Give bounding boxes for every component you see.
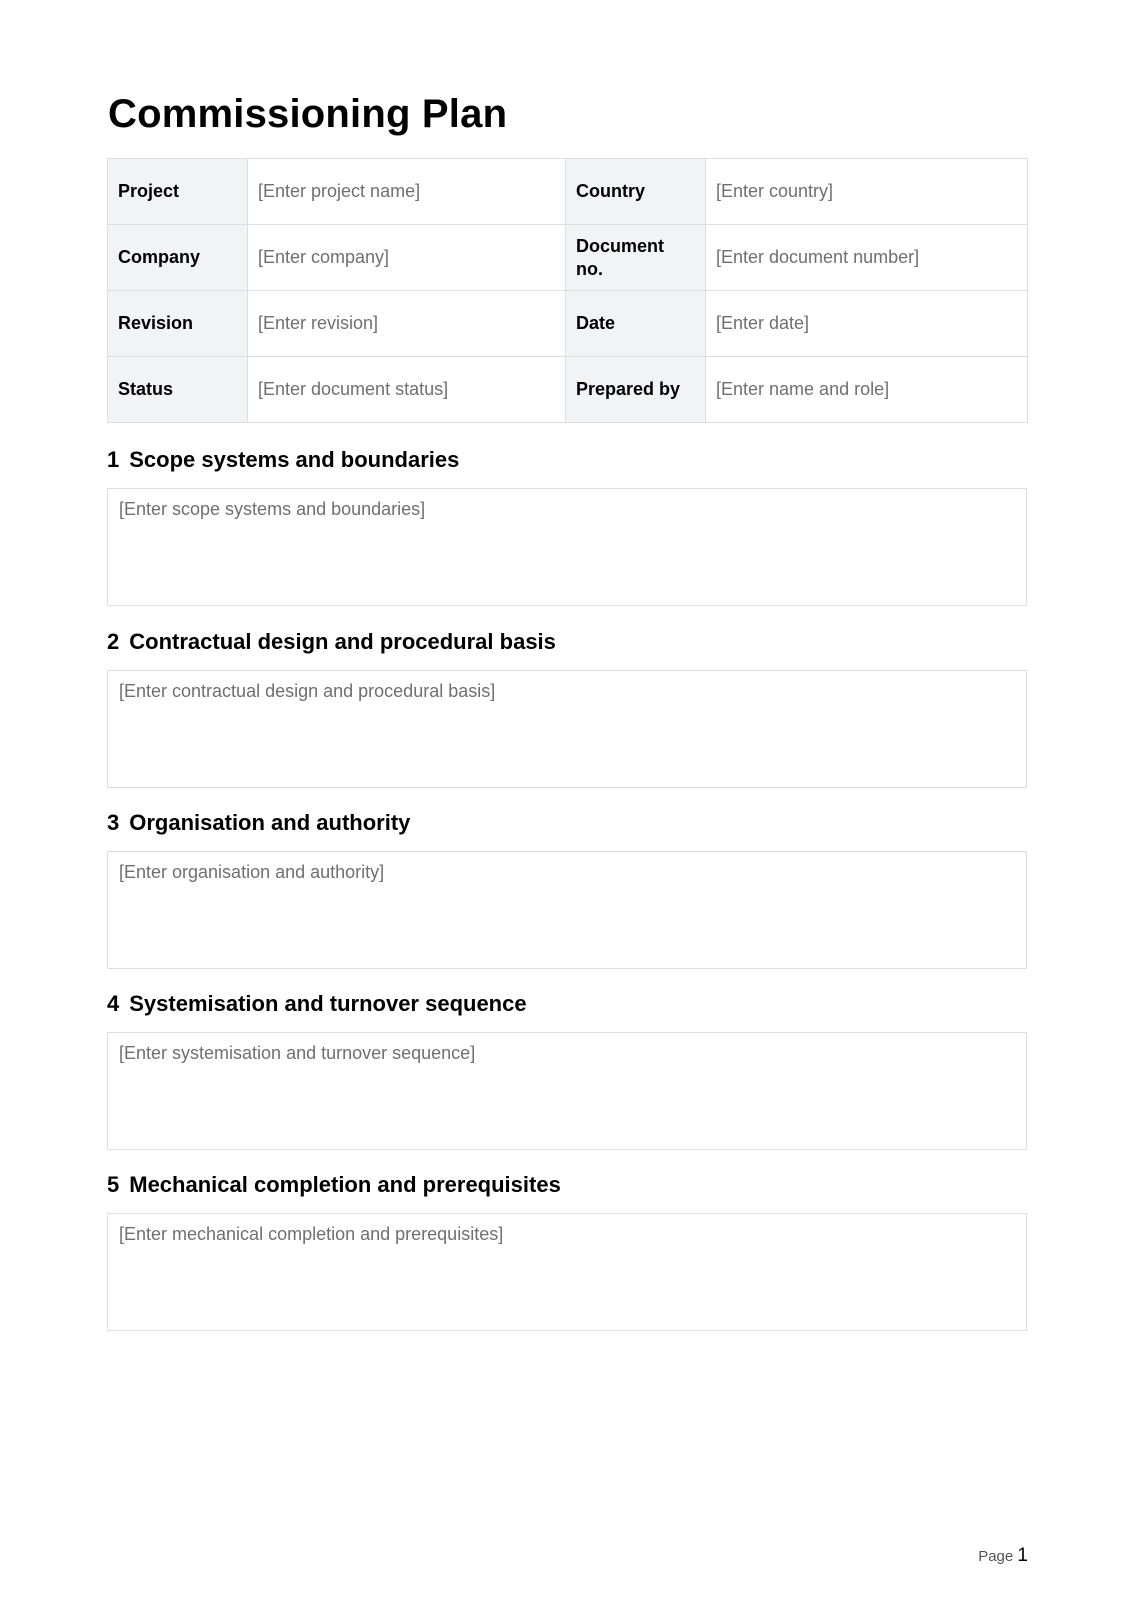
project-label: Project	[108, 159, 248, 225]
section-heading	[107, 990, 1027, 1018]
status-label: Status	[108, 357, 248, 423]
section-title: Contractual design and procedural basis	[129, 629, 556, 654]
section-heading	[107, 1171, 1027, 1199]
systemisation-text-box[interactable]: [Enter systemisation and turnover sequence]	[107, 1032, 1027, 1150]
section-systemisation	[107, 990, 1027, 1150]
country-label: Country	[566, 159, 706, 225]
section-number: 3	[107, 810, 120, 835]
section-title: Systemisation and turnover sequence	[129, 991, 527, 1016]
page-number: 1	[1017, 1545, 1028, 1566]
section-mechanical-completion	[107, 1171, 1027, 1331]
contractual-basis-text-box[interactable]: [Enter contractual design and procedural basis]	[107, 670, 1027, 788]
prepared-by-label: Prepared by	[566, 357, 706, 423]
country-field[interactable]: [Enter country]	[706, 159, 1028, 225]
status-field[interactable]: [Enter document status]	[248, 357, 566, 423]
section-title: Mechanical completion and prerequisites	[129, 1172, 561, 1197]
revision-label: Revision	[108, 291, 248, 357]
mechanical-completion-text-box[interactable]: [Enter mechanical completion and prerequisites]	[107, 1213, 1027, 1331]
document-number-label: Document no.	[566, 225, 706, 291]
section-organisation	[107, 809, 1027, 969]
page-label: Page	[978, 1548, 1014, 1565]
document-number-field[interactable]: [Enter document number]	[706, 225, 1028, 291]
page-footer	[978, 1545, 1028, 1567]
info-row-company	[108, 225, 1028, 291]
date-label: Date	[566, 291, 706, 357]
project-field[interactable]: [Enter project name]	[248, 159, 566, 225]
prepared-by-field[interactable]: [Enter name and role]	[706, 357, 1028, 423]
section-heading	[107, 628, 1027, 656]
info-row-project	[108, 159, 1028, 225]
revision-field[interactable]: [Enter revision]	[248, 291, 566, 357]
organisation-text-box[interactable]: [Enter organisation and authority]	[107, 851, 1027, 969]
section-scope	[107, 446, 1027, 606]
date-field[interactable]: [Enter date]	[706, 291, 1028, 357]
section-title: Scope systems and boundaries	[129, 447, 460, 472]
info-row-revision	[108, 291, 1028, 357]
section-number: 4	[107, 991, 120, 1016]
section-number: 1	[107, 447, 120, 472]
section-heading	[107, 446, 1027, 474]
info-row-status	[108, 357, 1028, 423]
section-number: 5	[107, 1172, 120, 1197]
document-info-table	[107, 158, 1028, 423]
section-heading	[107, 809, 1027, 837]
section-title: Organisation and authority	[129, 810, 411, 835]
section-contractual-basis	[107, 628, 1027, 788]
document-title: Commissioning Plan	[108, 92, 508, 136]
company-label: Company	[108, 225, 248, 291]
company-field[interactable]: [Enter company]	[248, 225, 566, 291]
scope-text-box[interactable]: [Enter scope systems and boundaries]	[107, 488, 1027, 606]
section-number: 2	[107, 629, 120, 654]
